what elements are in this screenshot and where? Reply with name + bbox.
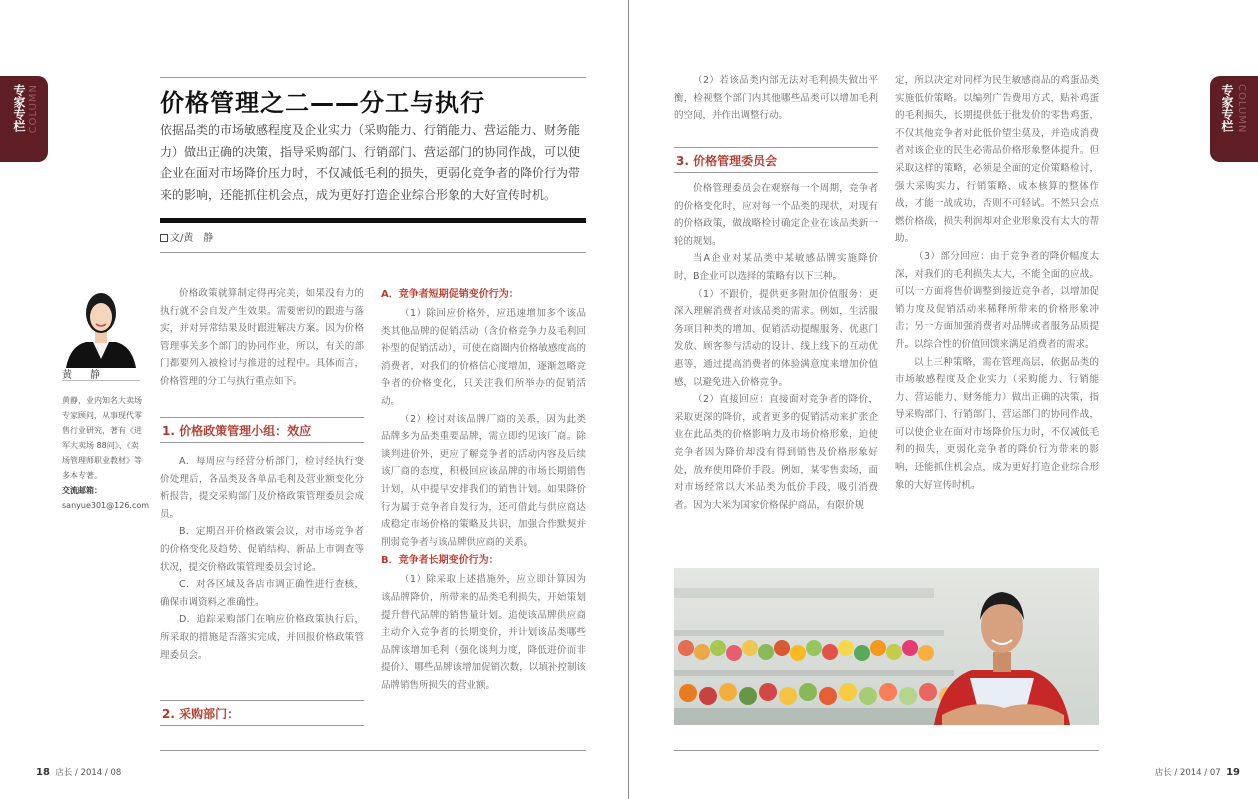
paragraph: （3）部分回应：由于竞争者的降价幅度太深，对我们的毛利损失太大，不能全面的应战。可以一方面将售价调整到接近竞争者，以增加促销力度及促销活动来稀释所带来的价格形象冲击；另一方面加强消费者对品牌或者服务品质提升。以综合性的价值回馈来满足消费者的需求。 [895,250,1099,350]
section-2-heading: 2. 采购部门： [160,700,364,726]
folio-right [1155,766,1240,778]
author-email: sanyue301@126.com [62,501,150,510]
article-title: 价格管理之二——分工与执行 [160,89,485,117]
section-1-body [160,453,364,664]
right-column-1 [674,180,878,514]
column-tab-label: 专家专栏 [1220,84,1234,132]
author-bio-block [62,393,150,513]
paragraph: 以上三种策略，需在管理高层，依据品类的市场敏感程度及企业实力（采购能力、行销能力、营运能力、财务能力）做出正确的决策，指导采购部门、行销部门、营运部门的协同作战，可以使企业在面对市场降价压力时，不仅减低毛利的损失，更弱化竞争者的降价行为带来的影响，还能抓住机会点，成为更好打造企业综合形象的大好宣传时机。 [895,356,1099,491]
byline-text: 文/黄 静 [170,233,214,244]
folio-left [36,766,121,778]
footer-rule [674,750,1099,751]
right-column-1-top [674,72,878,125]
section-1-heading: 1. 价格政策管理小组：效应 [160,417,364,443]
paragraph: （2）若该品类内部无法对毛利损失做出平衡，检视整个部门内其他哪些品类可以增加毛利的空间，并作出调整行动。 [674,75,878,122]
paragraph: （1）不跟价，提供更多附加价值服务：更深入理解消费者对该品类的需求。例如，生活服务项目种类的增加、促销活动提醒服务、优惠门发放、顾客参与活动的设计、线上线下的互动优惠等，通过提高消费者的体验满意度来增加价值感，以避免进入价格竞争。 [674,288,878,388]
supermarket-illustration [674,568,1099,725]
column-tab-left [0,76,48,162]
left-column-2 [381,285,586,694]
author-bio: 黄静，业内知名大卖场专家顾问，从事现代零售行业研究，著有《进军大卖场 88问》、《卖场管理师职业教材》等多本专著。 [62,396,142,480]
square-icon [160,234,168,242]
paragraph: 当A企业对某品类中某敏感品牌实施降价时，B企业可以选择的策略有以下三种。 [674,253,878,282]
column-tab-right [1210,76,1258,162]
article-lead: 依据品类的市场敏感程度及企业实力（采购能力、行销能力、营运能力、财务能力）做出正确的决策，指导采购部门、行销部门、营运部门的协同作战，可以使企业在面对市场降价压力时，不仅减低毛利的损失，更弱化竞争者的降价行为带来的影响，还能抓住机会点，成为更好打造企业综合形象的大好宣传时机。 [160,123,581,202]
issue-info: 店长 / 2014 / 07 [1154,768,1221,778]
paragraph: （2）检讨对该品牌厂商的关系，因为此类品牌多为品类重要品牌，需立即约见该厂商。除谈判进价外，更应了解竞争者的活动内容及后续该厂商的态度，积极回应该品牌的市场长期销售计划，从中提早安排我们的销售计划。如果降价行为属于竞争者自发行为，还可借此与供应商达成稳定市场价格的策略及共识，加强合作默契并削弱竞争者与该品牌供应商的关系。 [381,413,586,548]
paragraph: （2）直接回应：直接面对竞争者的降价，采取更深的降价，或者更多的促销活动来扩张企业在此品类的价格影响力及市场价格形象，迫使竞争者因为降价却没有得到销售及价格形象好处，放弃使用降价手段。例如，某零售卖场，面对市场经常以大米品类为低价手段，吸引消费者。因为大米为国家价格保护商品，有限价规 [674,394,878,511]
subheading-b: B．竞争者长期变价行为： [381,555,499,567]
intro-paragraph: 价格政策就算制定得再完美，如果没有力的执行就不会自发产生效果。需要密切的跟进与落实，并对异常结果及时跟进解决方案。因为价格管理事关多个部门的协同作业，所以，有关的部门都要列入被检讨与推进的过程中。具体而言，价格管理的分工与执行重点如下。 [160,288,364,387]
paragraph: 价格管理委员会在观察每一个周期，竞争者的价格变化时，应对每一个品类的现状，对现有的价格政策，做战略检讨确定企业在该品类新一轮的规划。 [674,183,878,247]
column-tab-english: COLUMN [28,84,39,134]
column-tab-english: COLUMN [1236,84,1247,134]
subheading-a: A．竞争者短期促销变价行为： [381,289,519,300]
section-3-heading: 3. 价格管理委员会 [674,147,878,173]
paragraph: D．追踪采购部门在响应价格政策执行后，所采取的措施是否落实完成，并回报价格政策管理委员会。 [160,614,364,661]
left-column-1 [160,285,364,391]
author-photo [62,284,140,368]
right-column-2 [895,72,1099,494]
right-page [629,0,1258,799]
title-thick-rule [160,218,586,223]
paragraph: 定，所以决定对同样为民生敏感商品的鸡蛋品类实施低价策略。以编列广告费用方式，贴补鸡蛋的毛利损失，长期提供低于批发价的零售鸡蛋，不仅其他竞争者对此低价望尘莫及，并造成消费者对该企业的民生必需品价格形象整体提升。但采取这样的策略，必须是全面的定价策略检讨，强大采购实力、行销策略、成本核算的整体作战，才能一战成功，否则不可轻试。不然只会点燃价格战，损失利润却对企业形象没有太大的帮助。 [895,75,1099,245]
column-tab-label: 专家专栏 [12,84,26,132]
issue-info: 店长 / 2014 / 08 [55,768,122,778]
author-portrait [62,284,140,368]
title-top-rule [160,77,586,78]
supermarket-photo [674,568,1099,725]
page-number: 19 [1226,767,1240,778]
paragraph: B．定期召开价格政策会议，对市场竞争者的价格变化及趋势、促销结构、新品上市调查等状况，提交价格政策管理委员会讨论。 [160,526,364,573]
email-label: 交流邮箱： [62,486,102,495]
paragraph: A．每周应与经营分析部门，检讨经执行变价处理后，各品类及各单品毛利及营业额变化分析报告，提交采购部门及价格政策管理委员会成员。 [160,456,364,520]
paragraph: （1）除回应价格外，应迅速增加多个该品类其他品牌的促销活动（含价格竞争力及毛利回补型的促销活动），可使在商圈内价格敏感度高的消费者，对我们的价格信心度增加，逐渐忽略竞争者的价格变化，只关注我们所举办的促销活动。 [381,308,586,407]
author-name: 黄 静 [62,370,104,381]
paragraph: （1）除采取上述措施外，应立即计算因为该品牌降价，所带来的品类毛利损失，开始策划提升替代品牌的销售量计划。追使该品牌供应商主动介入竞争者的长期变价，并计划该品类哪些品牌该增加毛利（强化谈判力度，降低进价而非提价）、哪些品牌该增加促销次数，以填补控制该品牌销售所损失的营业额。 [381,574,586,691]
byline [160,229,213,244]
paragraph: C．对各区域及各店市调正确性进行查核，确保市调资料之准确性。 [160,579,364,608]
byline-rule [160,252,586,253]
footer-rule [160,750,586,751]
page-number: 18 [36,767,50,778]
